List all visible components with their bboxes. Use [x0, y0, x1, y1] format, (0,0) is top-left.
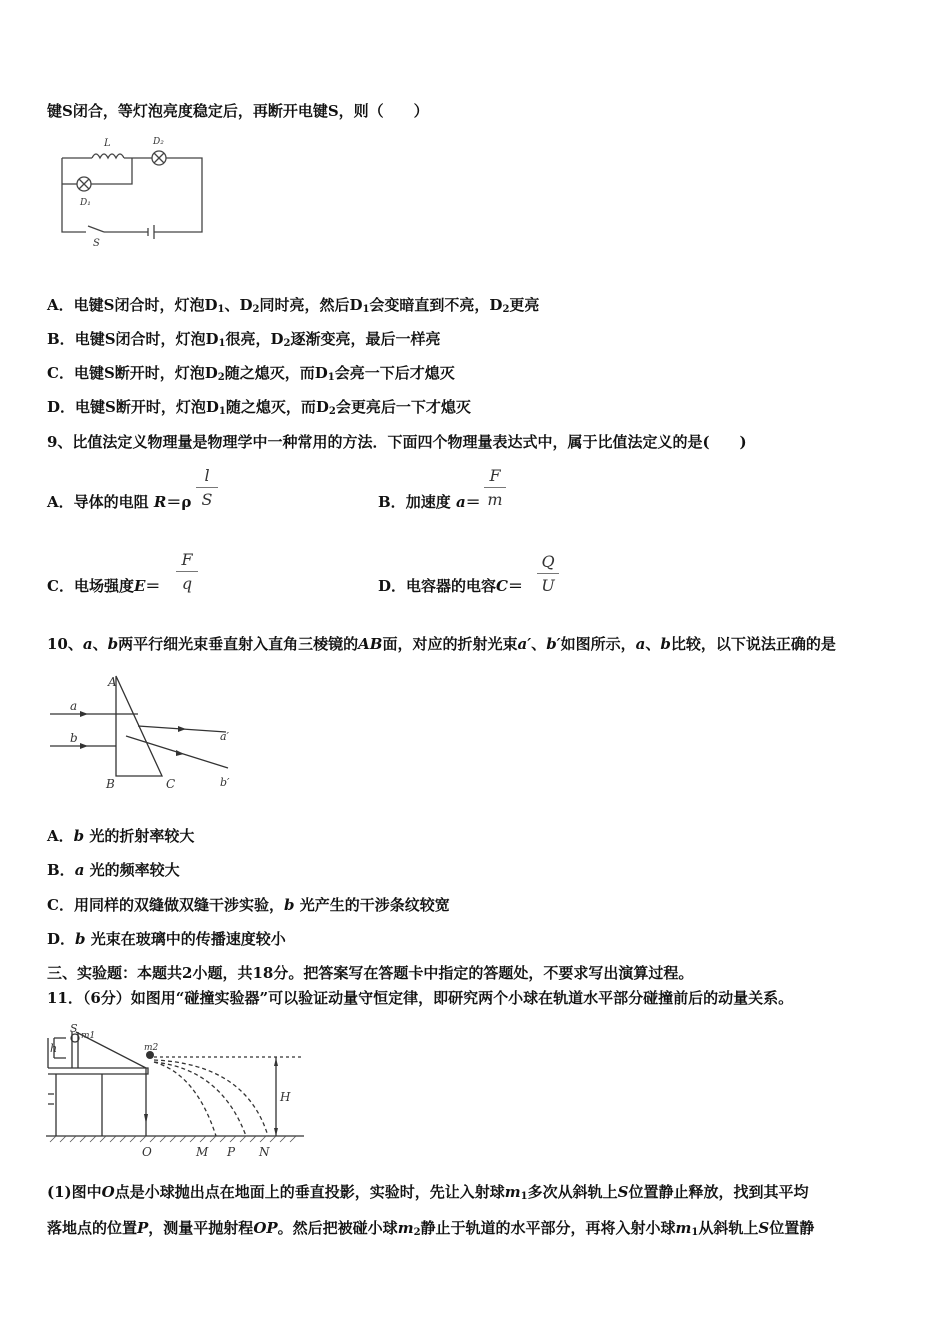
label-O: O [142, 1145, 152, 1159]
q9-a-fraction: l S [196, 466, 218, 509]
q8-stem: 键S闭合，等灯泡亮度稳定后，再断开电键S，则（ ） [47, 102, 429, 120]
q11-stem: 11．（6分）如图用“碰撞实验器”可以验证动量守恒定律，即研究两个小球在轨道水平部分碰撞前后的动量关系。 [47, 989, 794, 1007]
q11-part1-line1: (1)图中O点是小球抛出点在地面上的垂直投影，实验时，先让入射球$m_1$多次从斜轨上S位置静止释放，找到其平均 [47, 1183, 809, 1202]
q11-part1-line2: 落地点的位置P，测量平抛射程OP。然后把被碰小球$m_2$静止于轨道的水平部分，再将入射小球$m_1$从斜轨上S位置静 [47, 1219, 815, 1238]
label-b-out: b′ [220, 776, 230, 789]
q8-circuit-figure [52, 132, 212, 254]
label-m1: m1 [81, 1031, 96, 1041]
q10-prism-figure [48, 668, 248, 794]
q11-apparatus-figure [46, 1024, 308, 1162]
q8-option-a: A．电键S闭合时，灯泡$D_1$、$D_2$同时亮，然后$D_1$会变暗直到不亮，$D_2$更亮 [47, 296, 540, 315]
label-m2: m2 [144, 1043, 159, 1053]
label-B: B [106, 777, 115, 791]
q10-stem: 10、a、b两平行细光束垂直射入直角三棱镜的AB面，对应的折射光束a′、b′如图所示，a、b比较，以下说法正确的是 [47, 635, 836, 653]
q9-option-d: D．电容器的电容C＝ [378, 577, 523, 595]
q8-option-b: B．电键S闭合时，灯泡$D_1$很亮，$D_2$逐渐变亮，最后一样亮 [47, 330, 441, 349]
label-S: S [93, 238, 100, 249]
label-N: N [259, 1145, 270, 1159]
label-H: H [280, 1090, 291, 1104]
q8-option-c: C．电键S断开时，灯泡$D_2$随之熄灭，而$D_1$会亮一下后才熄灭 [47, 364, 455, 383]
q9-d-fraction: Q U [537, 552, 559, 595]
label-D2: D₂ [153, 137, 164, 147]
label-a-out: a′ [220, 730, 230, 743]
label-a: a [70, 699, 78, 713]
q10-option-b: B．a 光的频率较大 [47, 861, 180, 879]
label-C: C [166, 777, 176, 791]
q9-c-fraction: F q [176, 550, 198, 593]
q10-option-c: C．用同样的双缝做双缝干涉实验，b 光产生的干涉条纹较宽 [47, 896, 450, 914]
section-3-heading: 三、实验题：本题共2小题，共18分。把答案写在答题卡中指定的答题处，不要求写出演算过程。 [47, 964, 694, 982]
q9-option-a: A．导体的电阻 R＝ρ [47, 493, 192, 511]
q9-b-fraction: F m [484, 466, 506, 509]
q10-option-a: A．b 光的折射率较大 [47, 827, 195, 845]
q9-option-b: B．加速度 a＝ [378, 493, 481, 511]
q9-stem: 9、比值法定义物理量是物理学中一种常用的方法．下面四个物理量表达式中，属于比值法定义的是( ) [47, 433, 747, 451]
label-b: b [70, 731, 78, 745]
label-P: P [227, 1145, 236, 1159]
q9-option-c: C．电场强度E＝ [47, 577, 161, 595]
label-D1: D₁ [80, 198, 91, 208]
label-S: S [70, 1024, 78, 1035]
label-h: h [50, 1042, 58, 1055]
q8-option-d: D．电键S断开时，灯泡$D_1$随之熄灭，而$D_2$会更亮后一下才熄灭 [47, 398, 471, 417]
label-L: L [104, 138, 111, 149]
q10-option-d: D．b 光束在玻璃中的传播速度较小 [47, 930, 286, 948]
label-A: A [108, 675, 117, 689]
label-M: M [196, 1145, 209, 1159]
